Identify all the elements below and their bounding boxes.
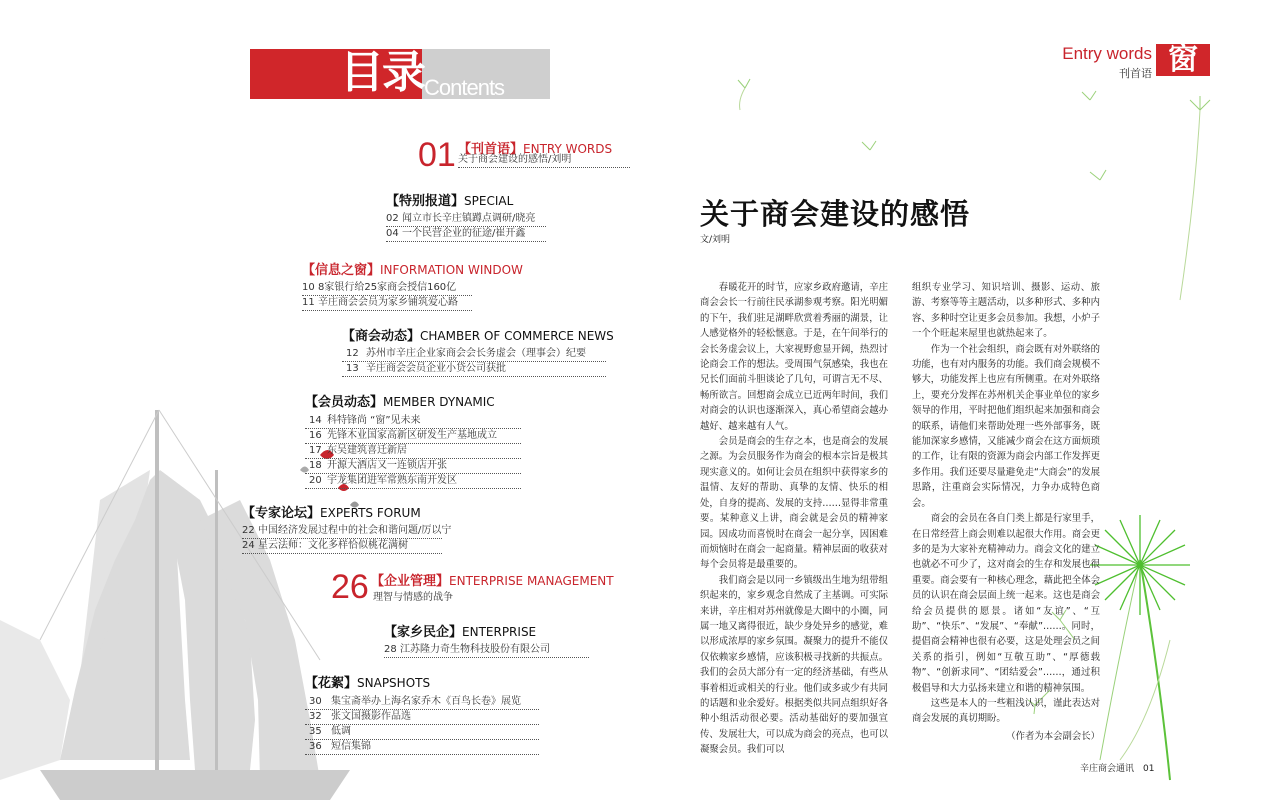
toc-item[interactable] bbox=[384, 643, 589, 658]
section-heading bbox=[371, 570, 614, 589]
entry-words-cn: 刊首语 bbox=[1119, 67, 1152, 80]
toc-item-text: 一个民营企业的征途/崔开鑫 bbox=[402, 228, 526, 239]
toc-item-page: 13 bbox=[346, 363, 359, 374]
section-title-en: INFORMATION WINDOW bbox=[380, 263, 523, 277]
toc-section-snapshots[interactable] bbox=[305, 672, 539, 755]
article-column-1 bbox=[700, 280, 888, 758]
toc-item-page: 18 bbox=[309, 460, 322, 471]
toc-item-text: 张文国摄影作品选 bbox=[331, 711, 411, 722]
toc-item-text: 宇龙集团进军常熟东南开发区 bbox=[327, 475, 457, 486]
toc-item-page: 30 bbox=[309, 696, 322, 707]
toc-item[interactable] bbox=[242, 524, 452, 539]
toc-section-enterprise[interactable] bbox=[384, 621, 589, 658]
section-title-cn: 【会员动态】 bbox=[305, 395, 384, 410]
toc-item-text: 江苏隆力奇生物科技股份有限公司 bbox=[400, 644, 550, 655]
toc-item-text: 集宝斋举办上海名家乔木《百鸟长卷》展览 bbox=[331, 696, 521, 707]
toc-item[interactable]: 理智与情感的战争 bbox=[373, 592, 453, 603]
toc-item-text: 星云法师：文化多样恰似桃花满树 bbox=[258, 540, 408, 551]
toc-section-member-dynamic[interactable] bbox=[305, 391, 521, 489]
paragraph: 春暖花开的时节，应家乡政府邀请，辛庄商会会长一行前往民承湖参观考察。阳光明媚的下午，我们驻足湖畔欣赏着秀丽的湖景，让人感觉格外的轻松惬意。于是，在午间举行的会长务虚会议上，大家视野愈显开阔，热烈讨论商会工作的想法。受周围气氛感染，我也在兄长们面前斗胆谈论了几句，可谓言无不尽、畅所欲言。回想商会成立已近两年时间，我们对商会的认识也逐渐深入，真心希望商会越办越好、越来越有人气。 bbox=[700, 282, 888, 432]
toc-item[interactable] bbox=[305, 429, 521, 444]
section-heading bbox=[386, 190, 546, 209]
toc-item[interactable] bbox=[342, 347, 606, 362]
toc-item-page: 28 bbox=[384, 644, 397, 655]
section-title-cn: 【花絮】 bbox=[305, 676, 358, 691]
sailing-ship-illustration bbox=[0, 410, 350, 800]
toc-item[interactable] bbox=[305, 474, 521, 489]
section-title-en: SPECIAL bbox=[464, 194, 514, 208]
section-heading bbox=[342, 325, 614, 344]
dandelion-seed-head bbox=[1090, 515, 1190, 615]
paragraph: 这些是本人的一些粗浅认识，谨此表达对商会发展的真切期盼。 bbox=[912, 697, 1100, 725]
toc-item[interactable] bbox=[305, 710, 539, 725]
toc-item-text: 8家银行给25家商会授信160亿 bbox=[318, 282, 457, 293]
toc-item[interactable] bbox=[305, 414, 521, 429]
toc-item[interactable] bbox=[242, 539, 442, 554]
toc-section-chamber-news[interactable] bbox=[342, 325, 614, 377]
window-glyph-logo: 窗 bbox=[1156, 44, 1210, 76]
toc-item-page: 22 bbox=[242, 525, 255, 536]
toc-item-text: 苏州市辛庄企业家商会会长务虚会（理事会）纪要 bbox=[366, 348, 586, 359]
toc-item[interactable] bbox=[342, 362, 606, 377]
toc-item-text: 先锋木业国家高新区研发生产基地成立 bbox=[327, 430, 497, 441]
paragraph: 组织专业学习、知识培训、摄影、运动、旅游、考察等等主题活动，以多种形式、多种内容、多种时空让更多会员参加。我想，小炉子一个个旺起来屋里也就热起来了。 bbox=[912, 282, 1100, 340]
toc-item-page: 12 bbox=[346, 348, 359, 359]
toc-item-text: 科特锋尚 “窗”见未来 bbox=[327, 415, 421, 426]
toc-section-information-window[interactable] bbox=[302, 259, 523, 311]
toc-item-text: 开源大酒店又一连锁店开张 bbox=[327, 460, 447, 471]
toc-item[interactable] bbox=[302, 296, 472, 311]
toc-item[interactable] bbox=[386, 212, 546, 227]
section-heading bbox=[302, 259, 523, 278]
section-title-cn: 【家乡民企】 bbox=[384, 625, 463, 640]
toc-item-page: 35 bbox=[309, 726, 322, 737]
toc-item[interactable] bbox=[305, 740, 539, 755]
toc-item-page: 02 bbox=[386, 213, 399, 224]
toc-item-text: 短信集锦 bbox=[331, 741, 371, 752]
contents-title-en: Contents bbox=[424, 75, 505, 100]
article-column-2 bbox=[912, 280, 1100, 744]
toc-item-text: 低调 bbox=[331, 726, 351, 737]
page-footer: 辛庄商会通讯 01 bbox=[1080, 764, 1155, 774]
toc-item-page: 04 bbox=[386, 228, 399, 239]
entry-words-badge bbox=[1045, 44, 1210, 84]
article-title: 关于商会建设的感悟 bbox=[700, 197, 971, 231]
section-title-cn: 【信息之窗】 bbox=[302, 263, 381, 278]
section-title-cn: 【专家论坛】 bbox=[242, 506, 321, 521]
author-note: （作者为本会副会长） bbox=[1006, 730, 1100, 742]
toc-item-text: 辛庄商会会员为家乡铺筑爱心路 bbox=[318, 297, 458, 308]
toc-item[interactable] bbox=[305, 459, 521, 474]
section-title-en: ENTERPRISE bbox=[462, 625, 537, 639]
entry-words-en: Entry words bbox=[1062, 44, 1152, 63]
toc-item[interactable] bbox=[305, 444, 521, 459]
toc-item-text: 辛庄商会会员企业小贷公司获批 bbox=[366, 363, 506, 374]
paragraph: 会员是商会的生存之本，也是商会的发展之源。为会员服务作为商会的根本宗旨是极其现实意义的。如何让会员在组织中获得家乡的温情、友好的帮助、真挚的友情、快乐的相处，自身的提高、发展的支持……显得非常重要。某种意义上讲，商会就是会员的精神家园。因成功而喜悦时在商会一起分享，因困难而烦恼时在商会一起商量。精神层面的收获对每个会员将是最重要的。 bbox=[700, 436, 888, 571]
section-title-en: ENTRY WORDS bbox=[523, 142, 613, 156]
toc-item-page: 32 bbox=[309, 711, 322, 722]
section-heading bbox=[242, 502, 442, 521]
toc-item-page: 10 bbox=[302, 282, 315, 293]
section-title-cn: 【企业管理】 bbox=[371, 574, 450, 589]
paragraph: 我们商会是以同一乡镇级出生地为纽带组织起来的，家乡观念自然成了主基调。可实际来讲，辛庄相对苏州就像是大圈中的小圈，同属一地又离得很近，缺少身处异乡的感觉，难以形成浓厚的家乡氛围。凝聚力的提升不能仅仅依赖家乡感情，应该积极寻找新的共振点。我们的会员大部分有一定的经济基础，有些从事着相近或相关的行业。他们或多或少有共同的话题和业余爱好。根据类似共同点组织好各种小组活动很必要。活动基础好的要加强宣传、发展壮大，可以成为商会的亮点，也可以凝聚会员。我们可以 bbox=[700, 574, 888, 756]
toc-item[interactable] bbox=[305, 725, 539, 740]
toc-section-experts-forum[interactable] bbox=[242, 502, 452, 554]
section-title-cn: 【特别报道】 bbox=[386, 194, 465, 209]
toc-item[interactable] bbox=[386, 227, 546, 242]
toc-item-text: 东吴建筑喜迁新居 bbox=[327, 445, 407, 456]
article-author: 文/刘明 bbox=[700, 235, 731, 245]
paragraph: 商会的会员在各自门类上都是行家里手，在日常经营上商会则难以起很大作用。商会更多的是为大家补充精神动力。商会文化的建立也就必不可少了，这对商会的生存和发展也很重要。商会要有一种核心理念，藉此把全体会员的认识在商会层面上统一起来。这也是商会给会员提供的愿景。诸如“友谊”、“互助”、“快乐”、“发展”、“奉献”……。同时，提倡商会精神也很有必要，这是处理会员之间关系的指引，例如“互敬互助”、“厚德载物”、“创新求同”、“团结爱会”……，通过积极倡导和大力弘扬来建立和谐的精神氛围。 bbox=[912, 513, 1100, 694]
section-heading bbox=[305, 672, 539, 691]
toc-item[interactable] bbox=[305, 695, 539, 710]
section-title-cn: 【刊首语】 bbox=[458, 142, 524, 157]
section-title-en: CHAMBER OF COMMERCE NEWS bbox=[420, 329, 614, 343]
section-title-cn: 【商会动态】 bbox=[342, 329, 421, 344]
toc-item-text: 闻立市长辛庄镇蹲点调研/晓亮 bbox=[402, 213, 536, 224]
toc-item-page: 14 bbox=[309, 415, 322, 426]
toc-item-page: 36 bbox=[309, 741, 322, 752]
toc-item-page: 11 bbox=[302, 297, 315, 308]
toc-section-special[interactable] bbox=[386, 190, 546, 242]
toc-item[interactable] bbox=[458, 153, 630, 168]
contents-header bbox=[250, 49, 550, 99]
toc-item-page: 20 bbox=[309, 475, 322, 486]
toc-item-page: 17 bbox=[309, 445, 322, 456]
section-title-en: ENTERPRISE MANAGEMENT bbox=[449, 574, 614, 588]
paragraph: 作为一个社会组织，商会既有对外联络的功能，也有对内服务的功能。我们商会规模不够大，功能发挥上也应有所侧重。在对外联络上，要充分发挥在苏州机关企事业单位的家乡领导的作用，平时把他们组织起来加强和商会的联系，请他们来帮助处理一些外部事务，既能加深家乡感情，又能减少商会在这方面烦琐的工作，让有限的资源为商会内部工作发挥更多作用。我们还要尽量避免走“大商会”的发展思路，注重商会实际情况，力争办成特色商会。 bbox=[912, 343, 1100, 509]
toc-item-page: 24 bbox=[242, 540, 255, 551]
section-number: 01 bbox=[418, 136, 456, 174]
section-title-en: MEMBER DYNAMIC bbox=[383, 395, 495, 409]
contents-title-cn: 目录 bbox=[340, 47, 424, 98]
section-number: 26 bbox=[331, 568, 369, 606]
toc-item-text: 中国经济发展过程中的社会和谐问题/厉以宁 bbox=[258, 525, 452, 536]
section-title-en: SNAPSHOTS bbox=[357, 676, 431, 690]
toc-item-page: 16 bbox=[309, 430, 322, 441]
section-heading bbox=[305, 391, 521, 410]
toc-item-text: 关于商会建设的感悟/刘明 bbox=[458, 154, 572, 165]
section-title-en: EXPERTS FORUM bbox=[320, 506, 421, 520]
section-heading bbox=[384, 621, 589, 640]
toc-item[interactable] bbox=[302, 281, 472, 296]
